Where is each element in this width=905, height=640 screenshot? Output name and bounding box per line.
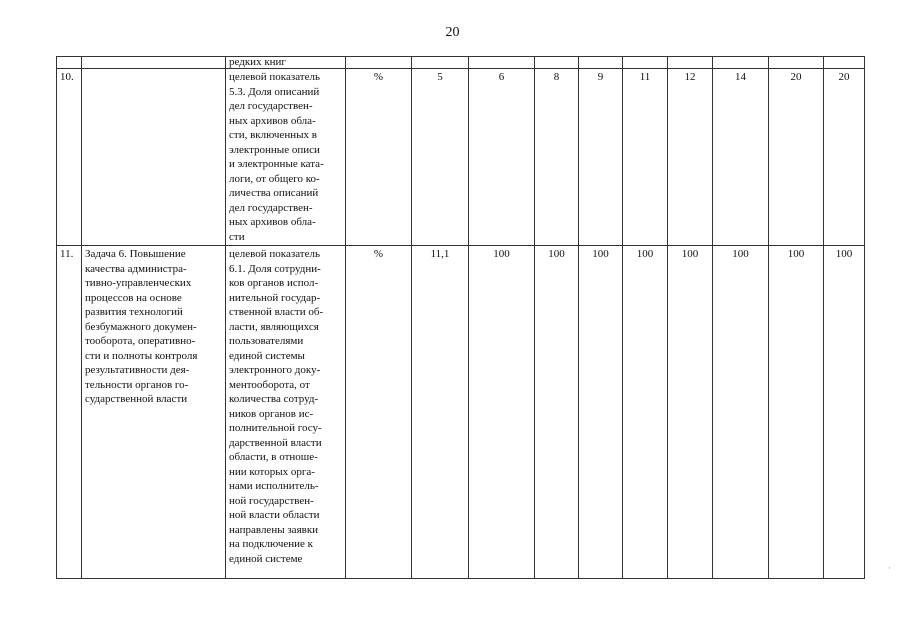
table-row <box>57 69 865 246</box>
cell-task <box>82 57 226 69</box>
value-cell: 11 <box>623 69 668 246</box>
value-cell: 100 <box>469 246 535 579</box>
value-cell: 100 <box>579 246 623 579</box>
value-cell: 5 <box>412 69 469 246</box>
cell-value <box>769 57 824 69</box>
cell-value <box>668 57 713 69</box>
cell-value <box>535 57 579 69</box>
value-cell: 6 <box>469 69 535 246</box>
indicator-cell: целевой показатель 5.3. Доля описаний дел государствен- ных архивов обла- сти, включенных в электронные описи и электронные ката- логи, от общего ко- личества описаний дел государствен- ных архивов обла- сти <box>226 69 346 246</box>
unit-cell: % <box>346 246 412 579</box>
value-cell: 100 <box>824 246 865 579</box>
scan-speck: · <box>888 563 891 573</box>
value-cell: 20 <box>824 69 865 246</box>
cell-unit <box>346 57 412 69</box>
task-cell: Задача 6. Повышение качества администра- тивно-управленческих процессов на основе развития технологий безбумажного докумен- тооборота, оперативно- сти и полноты контроля результативности дея- тельности органов го- сударственной власти <box>82 246 226 579</box>
table-row-continuation <box>57 57 865 69</box>
value-cell: 11,1 <box>412 246 469 579</box>
value-cell: 100 <box>713 246 769 579</box>
value-cell: 20 <box>769 69 824 246</box>
indicator-cell: целевой показатель 6.1. Доля сотрудни- ков органов испол- нительной государ- ственной власти об- ласти, являющихся пользователями единой системы электронного доку- ментооборота, от количества сотруд- ников органов ис- полнительной госу- дарственной власти области, в отноше- нии которых орга- нами исполнитель- ной государствен- ной власти области направлены заявки на подключение к единой системе <box>226 246 346 579</box>
value-cell: 9 <box>579 69 623 246</box>
value-cell: 8 <box>535 69 579 246</box>
unit-cell: % <box>346 69 412 246</box>
task-cell <box>82 69 226 246</box>
table-row <box>57 246 865 579</box>
cell-value <box>713 57 769 69</box>
value-cell: 12 <box>668 69 713 246</box>
cell-value <box>469 57 535 69</box>
value-cell: 100 <box>623 246 668 579</box>
row-number: 11. <box>57 246 82 579</box>
value-cell: 100 <box>668 246 713 579</box>
cell-num <box>57 57 82 69</box>
cell-value <box>824 57 865 69</box>
cell-value <box>623 57 668 69</box>
page-number: 20 <box>445 25 460 40</box>
value-cell: 100 <box>535 246 579 579</box>
value-cell: 100 <box>769 246 824 579</box>
cell-indicator-fragment: редких книг <box>226 57 346 69</box>
row-number: 10. <box>57 69 82 246</box>
value-cell: 14 <box>713 69 769 246</box>
cell-value <box>412 57 469 69</box>
cell-value <box>579 57 623 69</box>
indicator-table <box>56 56 865 579</box>
